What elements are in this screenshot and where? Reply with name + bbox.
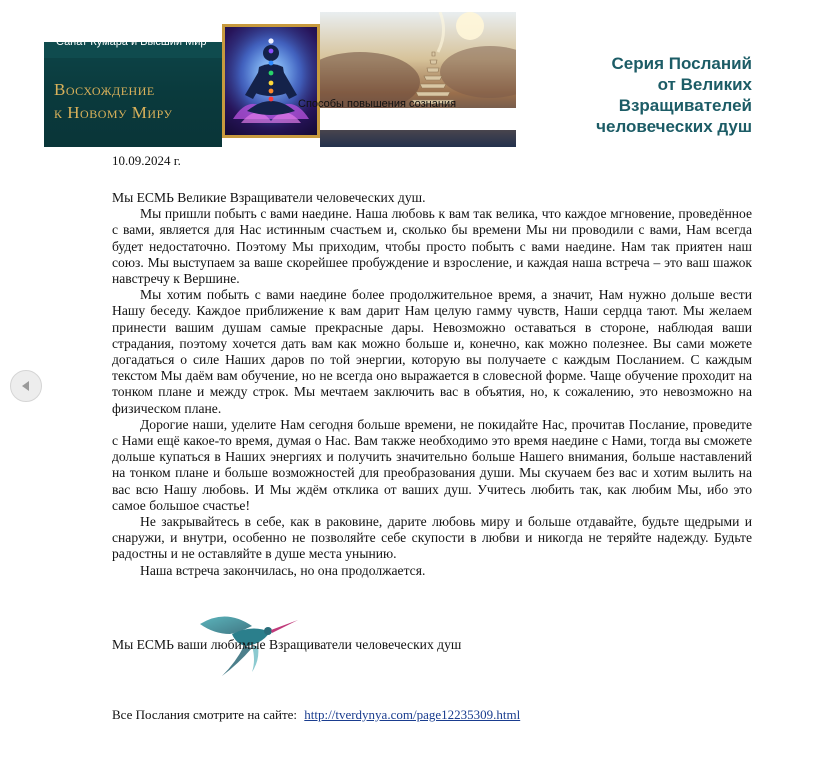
series-title (54, 78, 172, 124)
series-heading-line4: человеческих душ (596, 117, 752, 136)
series-heading-line3: Взращивателей (618, 96, 752, 115)
message-body (112, 190, 752, 579)
site-link[interactable]: http://tverdynya.com/page12235309.html (304, 707, 521, 722)
banner-subtitle: Способы повышения сознания (298, 98, 457, 110)
message-date: 10.09.2024 г. (112, 153, 181, 168)
site-reference (112, 707, 520, 723)
series-heading (570, 53, 752, 137)
message-paragraph: Не закрывайтесь в себе, как в раковине, дарите любовь миру и больше отдавайте, будьте щедрыми и снаружи, и внутри, особенно не позволяйте себе скупости в любви и никогда не теряйте надежду. Будьте радостны и не оставляйте в душе места унынию. (112, 514, 752, 562)
banner-title-panel (44, 12, 222, 147)
meditation-image (222, 24, 320, 138)
series-heading-line1: Серия Посланий (611, 54, 752, 73)
message-paragraph: Дорогие наши, уделите Нам сегодня больше времени, не покидайте Нас, прочитав Послание, проведите с Нами ещё какое-то время, думая о Нас. Вам также необходимо это время наедине с Нами, тогда вы сможете дольше купаться в Наших энергиях и получить значительно больше Нашего внимания, больше наставлений на тонком плане и больше возможностей для преобразования души. Мы скучаем без вас и хотим вылить на вас всю Нашу любовь. И Мы ждём отклика от ваших душ. Учитесь любить так, как любим Мы, ибо это самое большое счастье! (112, 416, 752, 513)
series-heading-line2: от Великих (657, 75, 752, 94)
meditator-figure-icon (225, 27, 317, 135)
message-opening: Мы ЕСМЬ Великие Взращиватели человеческих душ. (112, 190, 426, 205)
signature: Мы ЕСМЬ ваши любимые Взращиватели человеческих душ (112, 637, 462, 652)
previous-page-button[interactable] (10, 370, 42, 402)
chevron-left-icon (19, 379, 33, 393)
message-paragraph: Мы пришли побыть с вами наедине. Наша любовь к вам так велика, что каждое мгновение, проведённое с вами, является для Нас истинным счастьем и, сколько бы времени Мы ни проводили с вами, Нам всегда будет недостаточно. Поэтому Мы приходим, чтобы просто побыть с вами наедине. Нам так приятен наш союз. Мы выступаем за ваше скорейшее пробуждение и взросление, и каждая наша встреча – это ваш шажок навстречу к Вершине. (112, 206, 752, 287)
message-paragraph: Наша встреча закончилась, но она продолжается. (140, 562, 426, 578)
message-paragraph: Мы хотим побыть с вами наедине более продолжительное время, а значит, Нам нужно дольше вести Нашу беседу. Каждое приближение к вам дарит Нам целую гамму чувств, Наши сердца тают. Мы желаем принести вашим душам самые прекрасные дары. Невозможно оставаться в стороне, наблюдая ваши страдания, поэтому хочется дать вам как можно больше и, конечно, как можно полезнее. Вы сами можете догадаться о силе Наших даров по той энергии, которую вы получаете с каждым Посланием. С каждым текстом Мы даём вам обучение, но не всегда оно выражается в словесной форме. Чаще обучение проходит на тонком плане и между строк. Мы мечтаем заключить вас в объятия, но, к сожалению, это невозможно на физическом плане. (112, 287, 752, 416)
header-banner (44, 12, 516, 147)
author-label: Санат Кумара и Высший Мир (56, 36, 207, 48)
site-label: Все Послания смотрите на сайте: (112, 707, 298, 722)
series-title-line2: к Новому Миру (54, 103, 173, 122)
series-title-line1: Восхождение (54, 80, 155, 99)
